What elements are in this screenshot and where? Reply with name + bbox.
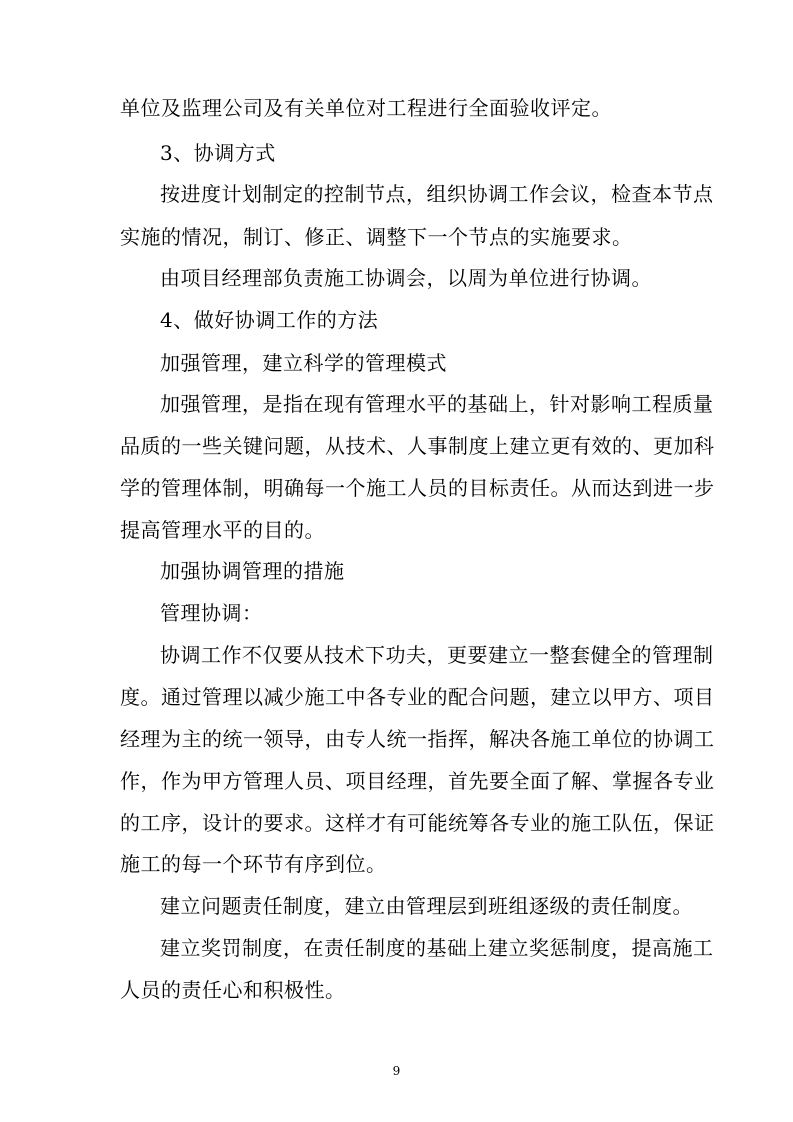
text-line: 实施的情况，制订、修正、调整下一个节点的实施要求。: [120, 225, 633, 249]
text-line: 品质的一些关键问题，从技术、人事制度上建立更有效的、更加科: [120, 434, 715, 458]
text-line: 经理为主的统一领导，由专人统一指挥，解决各施工单位的协调工: [120, 727, 715, 751]
text-line: 建立奖罚制度，在责任制度的基础上建立奖惩制度，提高施工: [160, 936, 714, 960]
text-line: 的工序，设计的要求。这样才有可能统筹各专业的施工队伍，保证: [120, 811, 715, 835]
section-heading: 3、协调方式: [160, 141, 276, 165]
text-line: 度。通过管理以减少施工中各专业的配合问题，建立以甲方、项目: [120, 685, 715, 709]
page-number: 9: [392, 1064, 401, 1078]
text-line: 提高管理水平的目的。: [120, 518, 325, 542]
subheading: 加强协调管理的措施: [160, 559, 345, 583]
text-line: 施工的每一个环节有序到位。: [120, 852, 387, 876]
section-heading: 4、做好协调工作的方法: [160, 308, 379, 332]
text-line: 人员的责任心和积极性。: [120, 978, 346, 1002]
subheading: 加强管理，建立科学的管理模式: [160, 351, 447, 375]
text-line: 加强管理，是指在现有管理水平的基础上，针对影响工程质量: [160, 392, 714, 416]
text-line: 单位及监理公司及有关单位对工程进行全面验收评定。: [120, 96, 612, 120]
text-line: 学的管理体制，明确每一个施工人员的目标责任。从而达到进一步: [120, 476, 715, 500]
text-line: 由项目经理部负责施工协调会，以周为单位进行协调。: [160, 266, 652, 290]
text-line: 建立问题责任制度，建立由管理层到班组逐级的责任制度。: [160, 894, 693, 918]
text-line: 作，作为甲方管理人员、项目经理，首先要全面了解、掌握各专业: [120, 769, 715, 793]
text-line: 按进度计划制定的控制节点，组织协调工作会议，检查本节点: [160, 182, 714, 206]
subheading: 管理协调：: [160, 601, 263, 625]
text-line: 协调工作不仅要从技术下功夫，更要建立一整套健全的管理制: [160, 643, 714, 667]
